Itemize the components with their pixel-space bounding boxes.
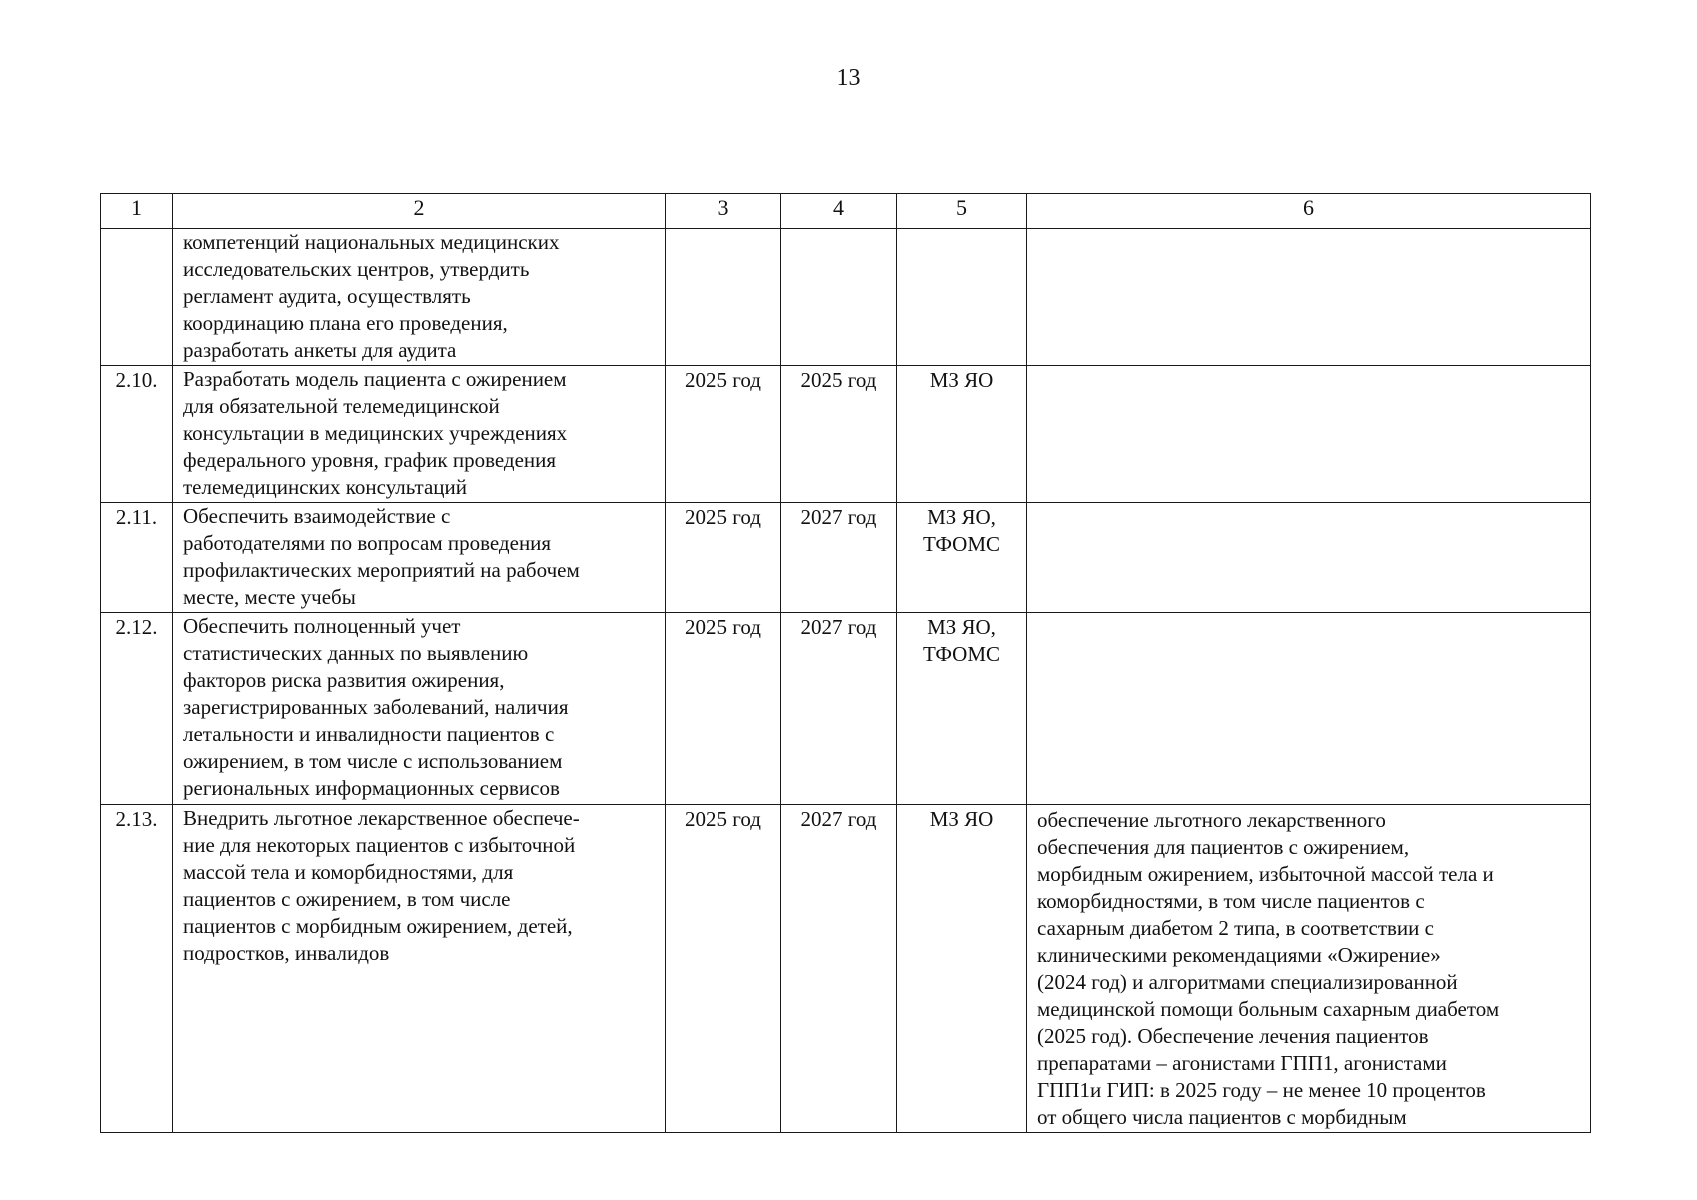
row-number: 2.12.: [101, 613, 173, 805]
start-year: 2025 год: [666, 503, 781, 613]
task-description: Внедрить льготное лекарственное обеспече- ние для некоторых пациентов с избыточной массой тела и коморбидностями, для пациентов с ожирением, в том числе пациентов с морбидным ожирением, детей, подростков, инвалидов: [173, 805, 666, 1133]
header-cell: 4: [781, 194, 897, 229]
start-year: 2025 год: [666, 613, 781, 805]
expected-result: [1027, 613, 1591, 805]
end-year: 2027 год: [781, 613, 897, 805]
header-cell: 1: [101, 194, 173, 229]
expected-result: [1027, 503, 1591, 613]
start-year: [666, 229, 781, 366]
responsible: МЗ ЯО: [897, 805, 1027, 1133]
task-description: Обеспечить взаимодействие с работодателями по вопросам проведения профилактических мероприятий на рабочем месте, месте учебы: [173, 503, 666, 613]
row-number: 2.13.: [101, 805, 173, 1133]
expected-result: [1027, 366, 1591, 503]
start-year: 2025 год: [666, 805, 781, 1133]
row-number: 2.10.: [101, 366, 173, 503]
end-year: [781, 229, 897, 366]
end-year: 2027 год: [781, 503, 897, 613]
header-cell: 6: [1027, 194, 1591, 229]
end-year: 2027 год: [781, 805, 897, 1133]
end-year: 2025 год: [781, 366, 897, 503]
header-cell: 5: [897, 194, 1027, 229]
header-cell: 2: [173, 194, 666, 229]
task-description: Обеспечить полноценный учет статистических данных по выявлению факторов риска развития ожирения, зарегистрированных заболеваний, наличия летальности и инвалидности пациентов с ожирением, в том числе с использованием региональных информационных сервисов: [173, 613, 666, 805]
table-row: [101, 613, 1591, 805]
expected-result: [1027, 229, 1591, 366]
header-cell: 3: [666, 194, 781, 229]
responsible: МЗ ЯО, ТФОМС: [897, 503, 1027, 613]
table-header-row: [101, 194, 1591, 229]
row-number: 2.11.: [101, 503, 173, 613]
row-number: [101, 229, 173, 366]
start-year: 2025 год: [666, 366, 781, 503]
page-number: 13: [836, 65, 861, 91]
action-plan-table: [100, 193, 1591, 1133]
table-row: [101, 503, 1591, 613]
table-row: [101, 805, 1591, 1133]
task-description: компетенций национальных медицинских исследовательских центров, утвердить регламент аудита, осуществлять координацию плана его проведения, разработать анкеты для аудита: [173, 229, 666, 366]
responsible: МЗ ЯО, ТФОМС: [897, 613, 1027, 805]
table-row: [101, 229, 1591, 366]
responsible: [897, 229, 1027, 366]
task-description: Разработать модель пациента с ожирением для обязательной телемедицинской консультации в медицинских учреждениях федерального уровня, график проведения телемедицинских консультаций: [173, 366, 666, 503]
responsible: МЗ ЯО: [897, 366, 1027, 503]
expected-result: обеспечение льготного лекарственного обеспечения для пациентов с ожирением, морбидным ожирением, избыточной массой тела и коморбидностями, в том числе пациентов с сахарным диабетом 2 типа, в соответствии с клиническими рекомендациями «Ожирение» (2024 год) и алгоритмами специализированной медицинской помощи больным сахарным диабетом (2025 год). Обеспечение лечения пациентов препаратами – агонистами ГПП1, агонистами ГПП1и ГИП: в 2025 году – не менее 10 процентов от общего числа пациентов с морбидным: [1027, 805, 1591, 1133]
table-row: [101, 366, 1591, 503]
